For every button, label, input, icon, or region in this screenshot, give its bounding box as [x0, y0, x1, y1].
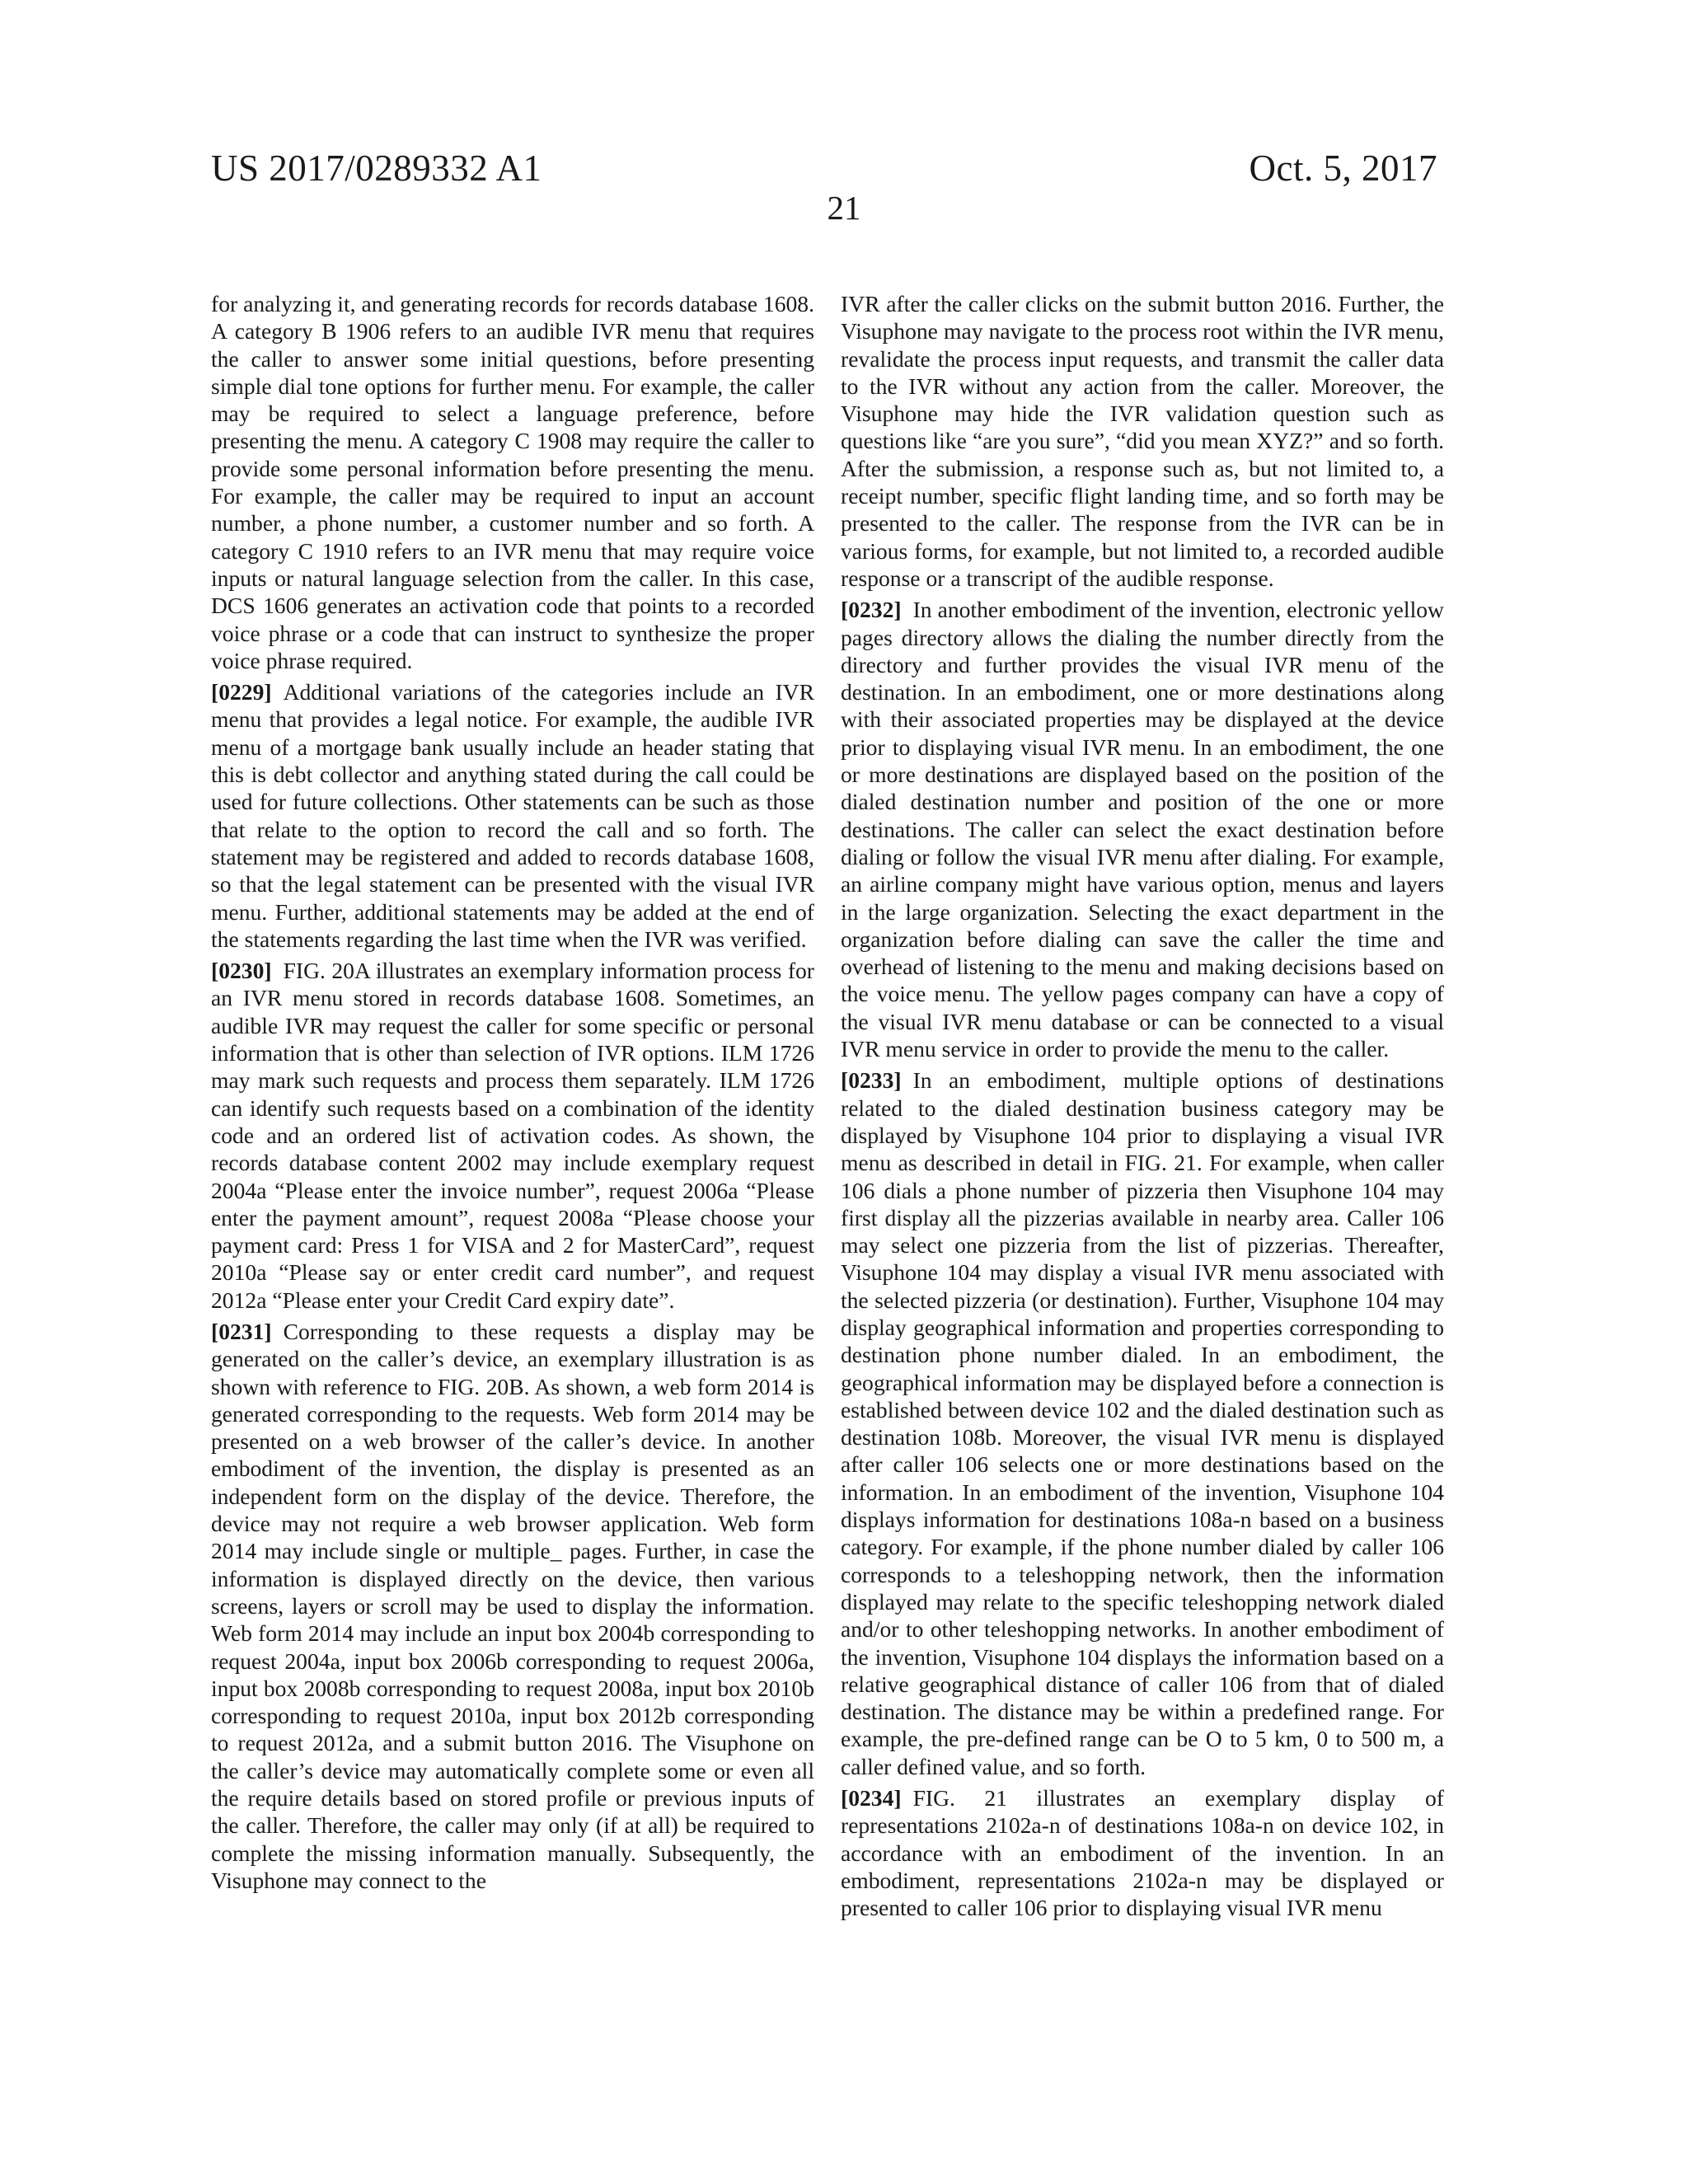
paragraph-number: [0231]: [211, 1318, 272, 1344]
paragraph-0234: [841, 1784, 1444, 1921]
left-column: [211, 290, 814, 1898]
paragraph-number: [0232]: [841, 597, 902, 623]
paragraph-number: [0233]: [841, 1067, 902, 1094]
patent-number: US 2017/0289332 A1: [211, 148, 542, 189]
paragraph-0232: [841, 596, 1444, 1062]
publication-date: Oct. 5, 2017: [1249, 148, 1437, 189]
paragraph-0229: [211, 678, 814, 953]
paragraph-text: In another embodiment of the invention, electronic yellow pages directory allows the dialing the number directly from the directory and further provides the visual IVR menu of the destination. In an embodiment, one or more destinations along with their associated properties may be displayed at the device prior to displaying visual IVR menu. In an embodiment, the one or more destinations are displayed based on the position of the dialed destination number and position of the one or more destinations. The caller can select the exact destination before dialing or follow the visual IVR menu after dialing. For example, an airline company might have various option, menus and layers in the large organization. Selecting the exact department in the organization before dialing can save the caller the time and overhead of listening to the menu and making decisions based on the voice menu. The yellow pages company can have a copy of the visual IVR menu database or can be connected to a visual IVR menu service in order to provide the menu to the caller.: [841, 597, 1444, 1062]
paragraph-number: [0230]: [211, 958, 272, 984]
paragraph-text: FIG. 21 illustrates an exemplary display of representations 2102a-n of destinations 108a-n on device 102, in accordance with an embodiment of the invention. In an embodiment, representations 2102a-n may be displayed or presented to caller 106 prior to displaying visual IVR menu: [841, 1785, 1444, 1921]
paragraph-number: [0229]: [211, 679, 272, 705]
paragraph-text: for analyzing it, and generating records for records database 1608. A category B 1906 refers to an audible IVR menu that requires the caller to answer some initial questions, before presenting simple dial tone options for further menu. For example, the caller may be required to select a language preference, before presenting the menu. A category C 1908 may require the caller to provide some personal information before presenting the menu. For example, the caller may be required to input an account number, a phone number, a customer number and so forth. A category C 1910 refers to an IVR menu that may require voice inputs or natural language selection from the caller. In this case, DCS 1606 generates an activation code that points to a recorded voice phrase or a code that can instruct to synthesize the proper voice phrase required.: [211, 291, 814, 673]
paragraph-text: Additional variations of the categories include an IVR menu that provides a legal notice. For example, the audible IVR menu of a mortgage bank usually include an header stating that this is debt collector and anything stated during the call could be used for future collections. Other statements can be such as those that relate to the option to record the call and so forth. The statement may be registered and added to records database 1608, so that the legal statement can be presented with the visual IVR menu. Further, additional statements may be added at the end of the statements regarding the last time when the IVR was verified.: [211, 679, 814, 952]
page-number: 21: [827, 189, 861, 227]
paragraph-continued: [841, 290, 1444, 592]
right-column: [841, 290, 1444, 1926]
paragraph-text: FIG. 20A illustrates an exemplary information process for an IVR menu stored in records database 1608. Sometimes, an audible IVR may request the caller for some specific or personal information that is other than selection of IVR options. ILM 1726 may mark such requests and process them separately. ILM 1726 can identify such requests based on a combination of the identity code and an ordered list of activation codes. As shown, the records database content 2002 may include exemplary request 2004a “Please enter the invoice number”, request 2006a “Please enter the payment amount”, request 2008a “Please choose your payment card: Press 1 for VISA and 2 for MasterCard”, request 2010a “Please say or enter credit card number”, and request 2012a “Please enter your Credit Card expiry date”.: [211, 958, 814, 1313]
paragraph-0233: [841, 1066, 1444, 1780]
paragraph-0230: [211, 957, 814, 1314]
paragraph-0231: [211, 1318, 814, 1894]
paragraph-text: In an embodiment, multiple options of destinations related to the dialed destination business category may be displayed by Visuphone 104 prior to displaying a visual IVR menu as described in detail in FIG. 21. For example, when caller 106 dials a phone number of pizzeria then Visuphone 104 may first display all the pizzerias available in nearby area. Caller 106 may select one pizzeria from the list of pizzerias. Thereafter, Visuphone 104 may display a visual IVR menu associated with the selected pizzeria (or destination). Further, Visuphone 104 may display geographical information and properties corresponding to destination phone number dialed. In an embodiment, the geographical information may be displayed before a connection is established between device 102 and the dialed destination such as destination 108b. Moreover, the visual IVR menu is displayed after caller 106 selects one or more destinations based on the information. In an embodiment of the invention, Visuphone 104 displays information for destinations 108a-n based on a business category. For example, if the phone number dialed by caller 106 corresponds to a teleshopping network, then the information displayed may relate to the specific teleshopping network dialed and/or to other teleshopping networks. In another embodiment of the invention, Visuphone 104 displays the information based on a relative geographical distance of caller 106 from that of dialed destination. The distance may be within a predefined range. For example, the pre-defined range can be O to 5 km, 0 to 500 m, a caller defined value, and so forth.: [841, 1067, 1444, 1779]
paragraph-number: [0234]: [841, 1785, 902, 1811]
paragraph-text: Corresponding to these requests a display may be generated on the caller’s device, an exemplary illustration is as shown with reference to FIG. 20B. As shown, a web form 2014 is generated corresponding to the requests. Web form 2014 may be presented on a web browser of the caller’s device. In another embodiment of the invention, the display is presented as an independent form on the display of the device. Therefore, the device may not require a web browser application. Web form 2014 may include single or multiple_ pages. Further, in case the information is displayed directly on the device, then various screens, layers or scroll may be used to display the information. Web form 2014 may include an input box 2004b corresponding to request 2004a, input box 2006b corresponding to request 2006a, input box 2008b corresponding to request 2008a, input box 2010b corresponding to request 2010a, input box 2012b corresponding to request 2012a, and a submit button 2016. The Visuphone on the caller’s device may automatically complete some or even all the require details based on stored profile or previous inputs of the caller. Therefore, the caller may only (if at all) be required to complete the missing information manually. Subsequently, the Visuphone may connect to the: [211, 1318, 814, 1893]
paragraph-text: IVR after the caller clicks on the submit button 2016. Further, the Visuphone may navigate to the process root within the IVR menu, revalidate the process input requests, and transmit the caller data to the IVR without any action from the caller. Moreover, the Visuphone may hide the IVR validation question such as questions like “are you sure”, “did you mean XYZ?” and so forth. After the submission, a response such as, but not limited to, a receipt number, specific flight landing time, and so forth may be presented to the caller. The response from the IVR can be in various forms, for example, but not limited to, a recorded audible response or a transcript of the audible response.: [841, 291, 1444, 591]
paragraph-continued: [211, 290, 814, 674]
